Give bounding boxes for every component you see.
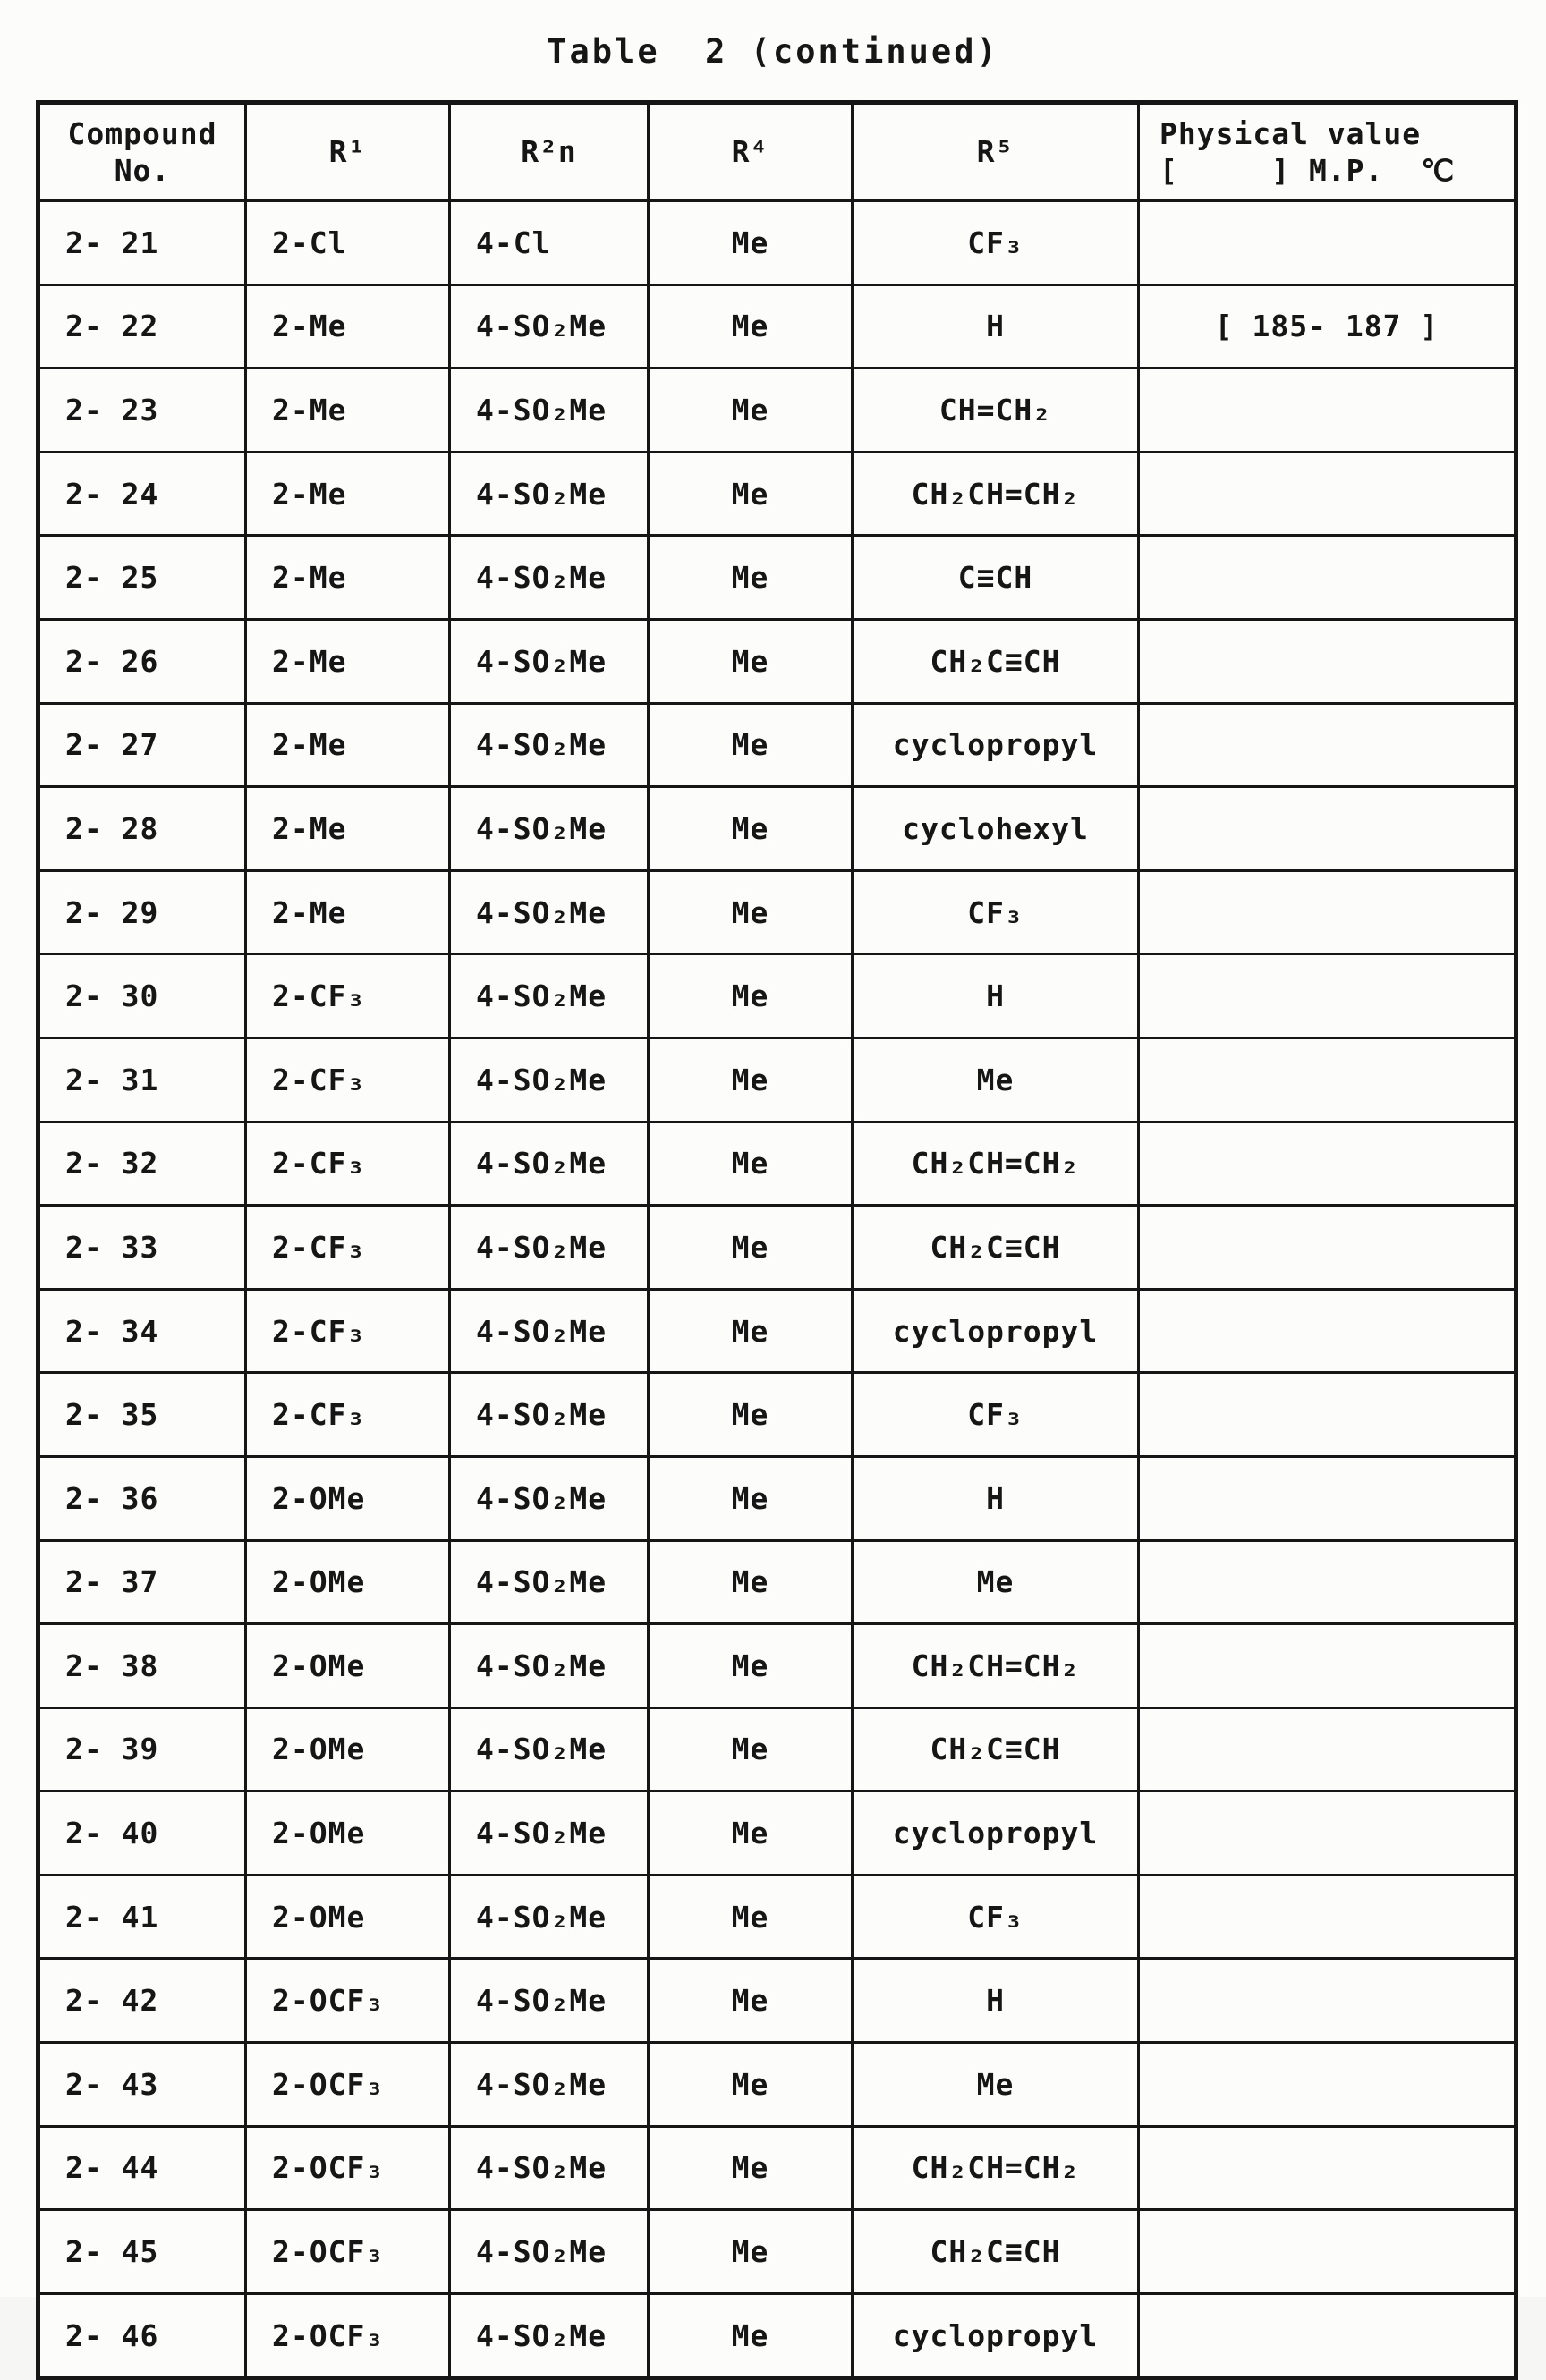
table-cell <box>1139 368 1516 453</box>
table-cell: CH₂C≡CH <box>853 619 1139 703</box>
table-cell: 4-SO₂Me <box>450 1206 649 1290</box>
header-r2n: R²n <box>450 103 649 201</box>
table-cell <box>1139 201 1516 285</box>
table-cell: 4-SO₂Me <box>450 1456 649 1540</box>
table-cell: 4-SO₂Me <box>450 284 649 368</box>
table-cell <box>1139 536 1516 620</box>
table-cell: Me <box>649 536 853 620</box>
table-cell <box>1139 2126 1516 2210</box>
table-cell: 2- 32 <box>38 1122 246 1206</box>
table-cell: Me <box>649 1122 853 1206</box>
table-cell: Me <box>649 1791 853 1876</box>
table-row <box>38 1540 1516 1624</box>
table-cell: 2- 39 <box>38 1707 246 1791</box>
table-cell <box>1139 1038 1516 1122</box>
table-cell <box>1139 1122 1516 1206</box>
table-cell: cyclohexyl <box>853 787 1139 871</box>
table-cell: 2- 24 <box>38 452 246 536</box>
table-cell: [ 185- 187 ] <box>1139 284 1516 368</box>
table-cell: Me <box>649 1206 853 1290</box>
table-row <box>38 703 1516 787</box>
table-cell: 4-SO₂Me <box>450 787 649 871</box>
table-cell: 2-OCF₃ <box>246 2210 450 2294</box>
table-cell: 2-OCF₃ <box>246 1959 450 2043</box>
table-cell: 2-OCF₃ <box>246 2126 450 2210</box>
table-cell: 2- 34 <box>38 1289 246 1373</box>
table-cell: 2- 25 <box>38 536 246 620</box>
table-cell: 2- 33 <box>38 1206 246 1290</box>
table-cell: cyclopropyl <box>853 1289 1139 1373</box>
table-cell: H <box>853 954 1139 1038</box>
table-cell: 2- 21 <box>38 201 246 285</box>
table-cell <box>1139 1289 1516 1373</box>
table-cell: Me <box>649 368 853 453</box>
table-cell <box>1139 1206 1516 1290</box>
table-row <box>38 954 1516 1038</box>
table-row <box>38 1624 1516 1708</box>
table-cell <box>1139 619 1516 703</box>
table-cell: 2- 27 <box>38 703 246 787</box>
table-cell: CH₂CH=CH₂ <box>853 1122 1139 1206</box>
table-cell: 2-OMe <box>246 1624 450 1708</box>
table-cell: 4-SO₂Me <box>450 2210 649 2294</box>
table-cell: 2-CF₃ <box>246 1289 450 1373</box>
table-row <box>38 787 1516 871</box>
table-cell: Me <box>649 452 853 536</box>
table-cell: Me <box>649 2293 853 2378</box>
table-cell <box>1139 1456 1516 1540</box>
table-cell: CH₂C≡CH <box>853 1707 1139 1791</box>
table-cell: 4-SO₂Me <box>450 2043 649 2127</box>
table-cell: 2- 36 <box>38 1456 246 1540</box>
table-cell: 2- 37 <box>38 1540 246 1624</box>
table-cell <box>1139 870 1516 954</box>
table-cell: H <box>853 1456 1139 1540</box>
table-cell <box>1139 1624 1516 1708</box>
table-cell <box>1139 2293 1516 2378</box>
table-row <box>38 1373 1516 1457</box>
table-cell: 4-SO₂Me <box>450 1540 649 1624</box>
table-cell: 4-SO₂Me <box>450 1707 649 1791</box>
table-cell <box>1139 1791 1516 1876</box>
table-cell: 2-Me <box>246 536 450 620</box>
table-cell: 2-OMe <box>246 1456 450 1540</box>
table-cell: 2-OMe <box>246 1875 450 1959</box>
table-cell: Me <box>649 1624 853 1708</box>
header-r5: R⁵ <box>853 103 1139 201</box>
table-cell: 2- 35 <box>38 1373 246 1457</box>
table-row <box>38 2126 1516 2210</box>
header-compound-no: Compound No. <box>38 103 246 201</box>
table-cell: 2-CF₃ <box>246 1122 450 1206</box>
table-cell: 2-Me <box>246 452 450 536</box>
table-cell: Me <box>649 1373 853 1457</box>
table-cell: Me <box>649 1540 853 1624</box>
table-cell <box>1139 1373 1516 1457</box>
table-cell <box>1139 703 1516 787</box>
table-cell: Me <box>649 201 853 285</box>
table-row <box>38 1038 1516 1122</box>
table-cell: Me <box>853 1540 1139 1624</box>
table-cell: 4-SO₂Me <box>450 870 649 954</box>
table-cell: 2- 46 <box>38 2293 246 2378</box>
table-cell <box>1139 1875 1516 1959</box>
table-row <box>38 1959 1516 2043</box>
table-cell <box>1139 1959 1516 2043</box>
table-cell: 4-SO₂Me <box>450 1373 649 1457</box>
table-cell: Me <box>649 284 853 368</box>
table-cell: 4-SO₂Me <box>450 1875 649 1959</box>
table-row <box>38 1289 1516 1373</box>
table-cell: 2-CF₃ <box>246 1373 450 1457</box>
table-cell: cyclopropyl <box>853 2293 1139 2378</box>
table-row <box>38 2043 1516 2127</box>
table-cell: Me <box>649 619 853 703</box>
table-cell: 2-Me <box>246 787 450 871</box>
table-row <box>38 1791 1516 1876</box>
table-cell: 2- 30 <box>38 954 246 1038</box>
table-cell: CF₃ <box>853 1373 1139 1457</box>
table-cell: 4-Cl <box>450 201 649 285</box>
table-cell: CH₂C≡CH <box>853 1206 1139 1290</box>
table-cell: 2-Me <box>246 703 450 787</box>
table-row <box>38 870 1516 954</box>
table-cell: 2-Me <box>246 870 450 954</box>
table-cell <box>1139 787 1516 871</box>
table-cell: 2-OMe <box>246 1540 450 1624</box>
table-cell: 2-CF₃ <box>246 954 450 1038</box>
table-cell: Me <box>649 2043 853 2127</box>
table-cell: 2- 45 <box>38 2210 246 2294</box>
table-cell: C≡CH <box>853 536 1139 620</box>
table-cell: 2- 29 <box>38 870 246 954</box>
table-header <box>38 103 1516 201</box>
table-cell: Me <box>649 1289 853 1373</box>
table-cell: 2- 26 <box>38 619 246 703</box>
table-cell: Me <box>649 703 853 787</box>
table-title: Table 2 (continued) <box>547 32 999 71</box>
header-r1: R¹ <box>246 103 450 201</box>
table-cell <box>1139 452 1516 536</box>
table-cell: Me <box>649 870 853 954</box>
compound-table <box>36 100 1518 2380</box>
table-row <box>38 1456 1516 1540</box>
table-cell <box>1139 2210 1516 2294</box>
table-row <box>38 284 1516 368</box>
table-cell: cyclopropyl <box>853 1791 1139 1876</box>
table-cell <box>1139 1707 1516 1791</box>
table-cell: CH₂CH=CH₂ <box>853 452 1139 536</box>
header-physical-value: Physical value [ ] M.P. ℃ <box>1139 103 1516 201</box>
table-cell: CH₂CH=CH₂ <box>853 2126 1139 2210</box>
table-cell: CF₃ <box>853 201 1139 285</box>
table-cell: 4-SO₂Me <box>450 1289 649 1373</box>
table-row <box>38 2293 1516 2378</box>
table-row <box>38 2210 1516 2294</box>
table-cell: 2- 31 <box>38 1038 246 1122</box>
table-cell: H <box>853 284 1139 368</box>
table-cell: 2- 43 <box>38 2043 246 2127</box>
table-cell: CH₂CH=CH₂ <box>853 1624 1139 1708</box>
table-cell: 2-OMe <box>246 1791 450 1876</box>
table-cell: 2-CF₃ <box>246 1206 450 1290</box>
table-cell: CF₃ <box>853 1875 1139 1959</box>
table-cell: 4-SO₂Me <box>450 954 649 1038</box>
table-cell: 2-OMe <box>246 1707 450 1791</box>
table-cell: 2-CF₃ <box>246 1038 450 1122</box>
table-cell: CF₃ <box>853 870 1139 954</box>
table-cell: Me <box>649 1707 853 1791</box>
table-cell: 4-SO₂Me <box>450 1791 649 1876</box>
table-cell: 2- 22 <box>38 284 246 368</box>
table-cell: Me <box>649 954 853 1038</box>
table-cell: cyclopropyl <box>853 703 1139 787</box>
table-cell: 4-SO₂Me <box>450 2126 649 2210</box>
table-row <box>38 452 1516 536</box>
table-cell: 2- 44 <box>38 2126 246 2210</box>
table-cell: Me <box>649 2126 853 2210</box>
table-cell <box>1139 1540 1516 1624</box>
table-cell: Me <box>649 1456 853 1540</box>
table-cell: 2-OCF₃ <box>246 2043 450 2127</box>
header-row <box>38 103 1516 201</box>
table-cell: CH=CH₂ <box>853 368 1139 453</box>
table-row <box>38 1707 1516 1791</box>
table-cell: 4-SO₂Me <box>450 703 649 787</box>
table-cell: 4-SO₂Me <box>450 1959 649 2043</box>
table-cell <box>1139 954 1516 1038</box>
table-cell: 4-SO₂Me <box>450 1624 649 1708</box>
table-cell: H <box>853 1959 1139 2043</box>
table-body <box>38 201 1516 2378</box>
table-cell <box>1139 2043 1516 2127</box>
table-cell: 2- 38 <box>38 1624 246 1708</box>
table-cell: 4-SO₂Me <box>450 452 649 536</box>
table-cell: 2- 23 <box>38 368 246 453</box>
table-cell: 4-SO₂Me <box>450 368 649 453</box>
table-cell: Me <box>649 2210 853 2294</box>
table-cell: 4-SO₂Me <box>450 2293 649 2378</box>
table-row <box>38 536 1516 620</box>
table-cell: Me <box>853 1038 1139 1122</box>
table-cell: 4-SO₂Me <box>450 619 649 703</box>
table-cell: 4-SO₂Me <box>450 1038 649 1122</box>
table-cell: 2-OCF₃ <box>246 2293 450 2378</box>
table-row <box>38 1206 1516 1290</box>
header-r4: R⁴ <box>649 103 853 201</box>
table-cell: Me <box>649 1959 853 2043</box>
table-cell: Me <box>649 1038 853 1122</box>
table-cell: Me <box>649 787 853 871</box>
table-cell: 4-SO₂Me <box>450 1122 649 1206</box>
table-cell: 2-Me <box>246 619 450 703</box>
table-row <box>38 619 1516 703</box>
table-cell: 2-Me <box>246 368 450 453</box>
table-row <box>38 368 1516 453</box>
table-cell: 2- 42 <box>38 1959 246 2043</box>
table-row <box>38 1875 1516 1959</box>
table-row <box>38 1122 1516 1206</box>
table-cell: 4-SO₂Me <box>450 536 649 620</box>
table-cell: Me <box>853 2043 1139 2127</box>
table-row <box>38 201 1516 285</box>
table-cell: 2- 41 <box>38 1875 246 1959</box>
table-cell: 2-Me <box>246 284 450 368</box>
table-cell: 2- 40 <box>38 1791 246 1876</box>
table-cell: 2-Cl <box>246 201 450 285</box>
table-cell: Me <box>649 1875 853 1959</box>
table-cell: 2- 28 <box>38 787 246 871</box>
table-cell: CH₂C≡CH <box>853 2210 1139 2294</box>
